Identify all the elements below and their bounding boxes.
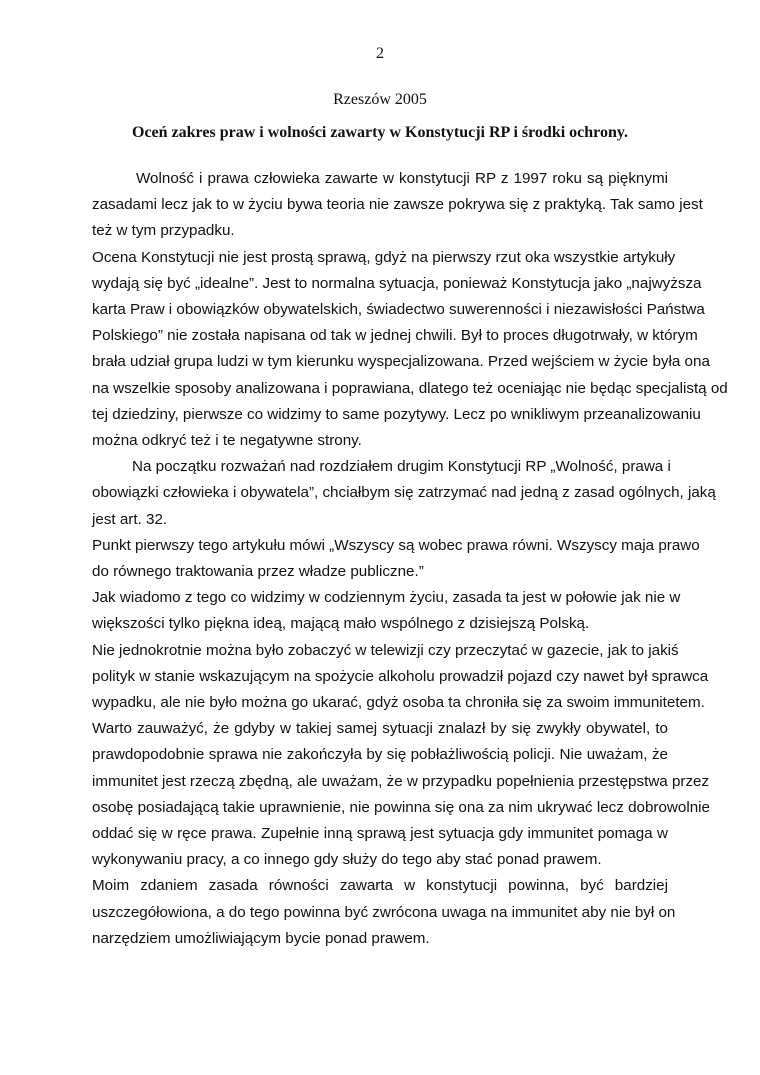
text-line: osobę posiadającą takie uprawnienie, nie powinna się ona za nim ukrywać lecz dobrowolnie [92,798,710,816]
text-line: wypadku, ale nie było można go ukarać, gdyż osoba ta chroniła się za swoim immunitetem. [92,694,705,712]
text-line: Polskiego” nie została napisana od tak w jednej chwili. Był to proces długotrwały, w którym [92,327,698,345]
paragraph-2 [92,245,728,455]
text-line: wykonywaniu pracy, a co innego gdy służy do tego aby stać ponad prawem. [92,851,602,869]
text-line: brała udział grupa ludzi w tym kierunku wyspecjalizowana. Przed wejściem w życie była ona [92,353,710,371]
text-line: wydają się być „idealne”. Jest to normalna sytuacja, ponieważ Konstytucja jako „najwyższa [92,274,702,292]
text-line: do równego traktowania przez władze publiczne.” [92,563,424,581]
paragraph-3 [92,454,716,533]
text-line: na wszelkie sposoby analizowana i poprawiana, dlatego też oceniając nie będąc specjalistą od [92,379,728,397]
paragraph-4 [92,533,700,585]
text-line: też w tym przypadku. [92,222,235,240]
text-line: uszczegółowiona, a do tego powinna być zwrócona uwaga na immunitet aby nie był on [92,903,676,921]
text-line: immunitet jest rzeczą zbędną, ale uważam, że w przypadku popełnienia przestępstwa przez [92,772,710,790]
text-line: prawdopodobnie sprawa nie zakończyła by się pobłażliwością policji. Nie uważam, że [92,746,668,764]
paragraph-1 [92,166,703,245]
text-line: narzędziem umożliwiającym bycie ponad prawem. [92,929,430,947]
paragraph-7 [92,873,676,952]
text-line: można odkryć też i te negatywne strony. [92,432,362,450]
paragraph-5 [92,585,681,637]
paragraph-6 [92,638,710,874]
text-line: Ocena Konstytucji nie jest prostą sprawą, gdyż na pierwszy rzut oka wszystkie artykuły [92,248,676,266]
text-line: zasadami lecz jak to w życiu bywa teoria nie zawsze pokrywa się z praktyką. Tak samo jest [92,196,703,214]
text-line: Wolność i prawa człowieka zawarte w konstytucji RP z 1997 roku są pięknymi [136,170,668,187]
text-line: tej dziedziny, pierwsze co widzimy to same pozytywy. Lecz po wnikliwym przeanalizowaniu [92,405,701,423]
text-line: Warto zauważyć, że gdyby w takiej samej sytuacji znalazł by się zwykły obywatel, to [92,720,668,738]
text-line: Jak wiadomo z tego co widzimy w codziennym życiu, zasada ta jest w połowie jak nie w [92,589,681,607]
text-line: Na początku rozważań nad rozdziałem drugim Konstytucji RP „Wolność, prawa i [132,458,671,476]
text-line: Punkt pierwszy tego artykułu mówi „Wszyscy są wobec prawa równi. Wszyscy maja prawo [92,536,700,554]
body-text [92,166,728,952]
text-line: większości tylko piękna ideą, mającą mało wspólnego z dzisiejszą Polską. [92,615,590,633]
place-date: Rzeszów 2005 [333,91,427,108]
text-line: karta Praw i obowiązków obywatelskich, świadectwo suwerenności i niezawisłości Państwa [92,301,705,319]
page-number: 2 [376,45,384,62]
text-line: obowiązki człowieka i obywatela”, chciałbym się zatrzymać nad jedną z zasad ogólnych, jaką [92,484,716,502]
document-title: Oceń zakres praw i wolności zawarty w Konstytucji RP i środki ochrony. [132,124,628,141]
text-line: Nie jednokrotnie można było zobaczyć w telewizji czy przeczytać w gazecie, jak to jakiś [92,641,679,659]
text-line: polityk w stanie wskazującym na spożycie alkoholu prowadził pojazd czy nawet był sprawca [92,667,709,685]
text-line: oddać się w ręce prawa. Zupełnie inną sprawą jest sytuacja gdy immunitet pomaga w [92,825,668,843]
text-line: Moim zdaniem zasada równości zawarta w konstytucji powinna, być bardziej [92,877,668,895]
text-line: jest art. 32. [92,510,168,528]
